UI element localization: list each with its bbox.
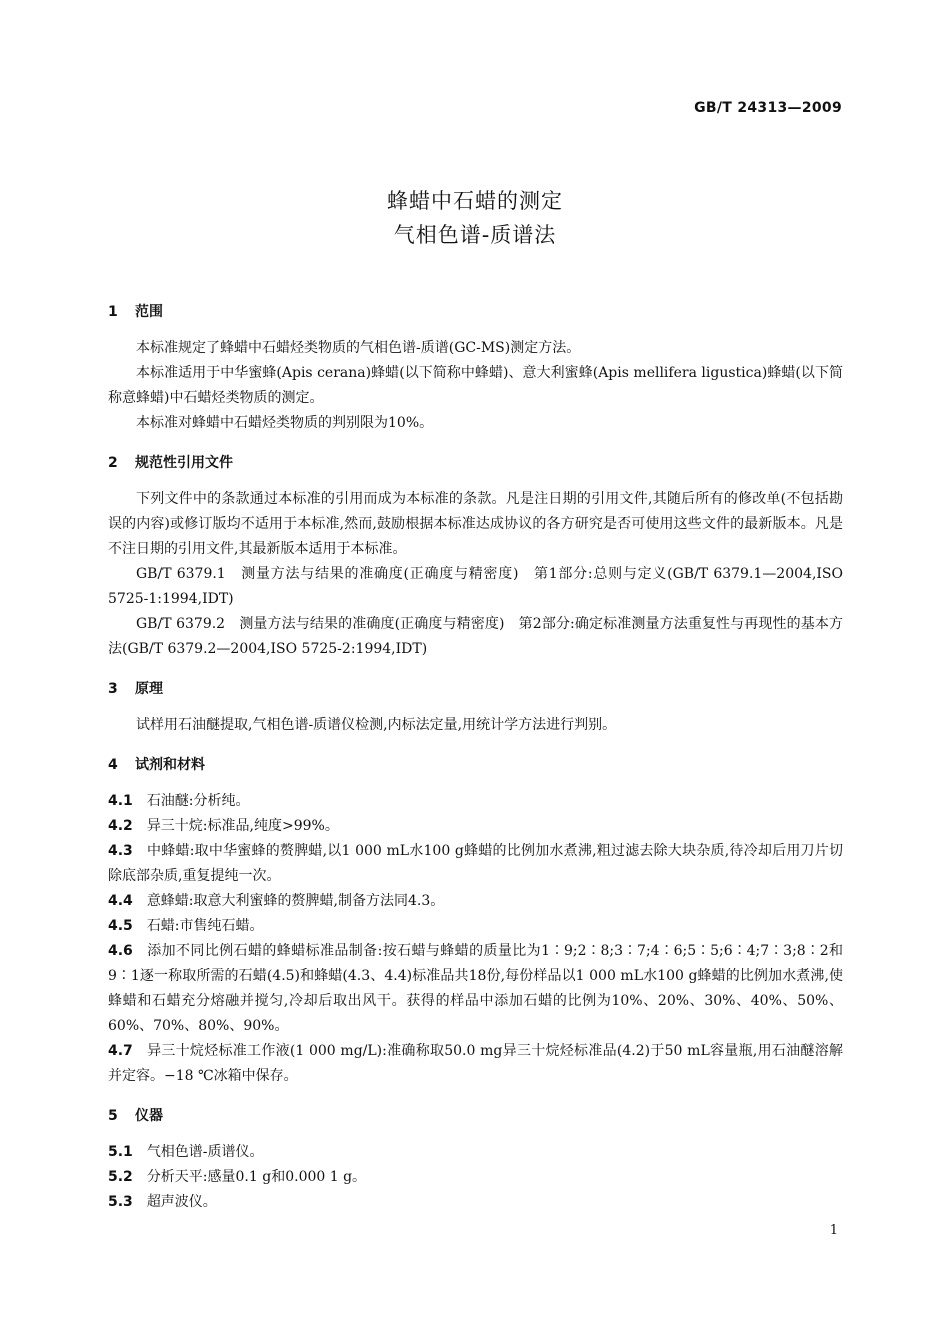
clause-item: 4.2 异三十烷:标准品,纯度>99%。: [108, 818, 339, 834]
section-heading-reagents: 4 试剂和材料: [108, 757, 205, 773]
clause-item: 4.7 异三十烷烃标准工作液(1 000 mg/L):准确称取50.0 mg异三十烷烃标准品(4.2)于50 mL容量瓶,用石油醚溶解并定容。−18 ℃冰箱中保存。: [108, 1043, 843, 1084]
section-heading-apparatus: 5 仪器: [108, 1108, 163, 1124]
clause-item: 5.1 气相色谱-质谱仪。: [108, 1144, 264, 1160]
document-title: 蜂蜡中石蜡的测定: [387, 189, 563, 213]
section-heading-principle: 3 原理: [108, 681, 163, 697]
clause-item: 4.3 中蜂蜡:取中华蜜蜂的赘脾蜡,以1 000 mL水100 g蜂蜡的比例加水煮沸,粗过滤去除大块杂质,待冷却后用刀片切除底部杂质,重复提纯一次。: [108, 843, 843, 884]
paragraph: 本标准对蜂蜡中石蜡烃类物质的判别限为10%。: [136, 415, 434, 431]
paragraph: 下列文件中的条款通过本标准的引用而成为本标准的条款。凡是注日期的引用文件,其随后所有的修改单(不包括勘误的内容)或修订版均不适用于本标准,然而,鼓励根据本标准达成协议的各方研究是否可使用这些文件的最新版本。凡是不注日期的引用文件,其最新版本适用于本标准。: [108, 491, 843, 557]
document-subtitle: 气相色谱-质谱法: [393, 223, 557, 247]
document-body: [108, 302, 843, 1215]
paragraph: 试样用石油醚提取,气相色谱-质谱仪检测,内标法定量,用统计学方法进行判别。: [136, 717, 617, 733]
clause-item: 4.1 石油醚:分析纯。: [108, 793, 250, 809]
reference-item: GB/T 6379.2 测量方法与结果的准确度(正确度与精密度) 第2部分:确定标准测量方法重复性与再现性的基本方法(GB/T 6379.2—2004,ISO 5725-2:1994,IDT): [108, 616, 843, 657]
clause-item: 5.2 分析天平:感量0.1 g和0.000 1 g。: [108, 1169, 367, 1185]
clause-item: 5.3 超声波仪。: [108, 1194, 217, 1210]
reference-item: GB/T 6379.1 测量方法与结果的准确度(正确度与精密度) 第1部分:总则与定义(GB/T 6379.1—2004,ISO 5725-1:1994,IDT): [108, 566, 843, 607]
page-number: 1: [829, 1223, 838, 1238]
clause-item: 4.4 意蜂蜡:取意大利蜜蜂的赘脾蜡,制备方法同4.3。: [108, 893, 445, 909]
standard-number: GB/T 24313—2009: [694, 100, 842, 116]
section-heading-scope: 1 范围: [108, 304, 163, 320]
clause-item: 4.5 石蜡:市售纯石蜡。: [108, 918, 264, 934]
clause-item: 4.6 添加不同比例石蜡的蜂蜡标准品制备:按石蜡与蜂蜡的质量比为1∶9;2∶8;3∶7;4∶6;5∶5;6∶4;7∶3;8∶2和9∶1逐一称取所需的石蜡(4.5)和蜂蜡(4.3、4.4)标准品共18份,每份样品以1 000 mL水100 g蜂蜡的比例加水煮沸,使蜂蜡和石蜡充分熔融并搅匀,冷却后取出风干。获得的样品中添加石蜡的比例为10%、20%、30%、40%、50%、60%、70%、80%、90%。: [108, 943, 843, 1034]
section-heading-normative-references: 2 规范性引用文件: [108, 455, 233, 471]
paragraph: 本标准规定了蜂蜡中石蜡烃类物质的气相色谱-质谱(GC-MS)测定方法。: [136, 340, 581, 356]
paragraph: 本标准适用于中华蜜蜂(Apis cerana)蜂蜡(以下简称中蜂蜡)、意大利蜜蜂(Apis mellifera ligustica)蜂蜡(以下简称意蜂蜡)中石蜡烃类物质的测定。: [108, 365, 843, 406]
